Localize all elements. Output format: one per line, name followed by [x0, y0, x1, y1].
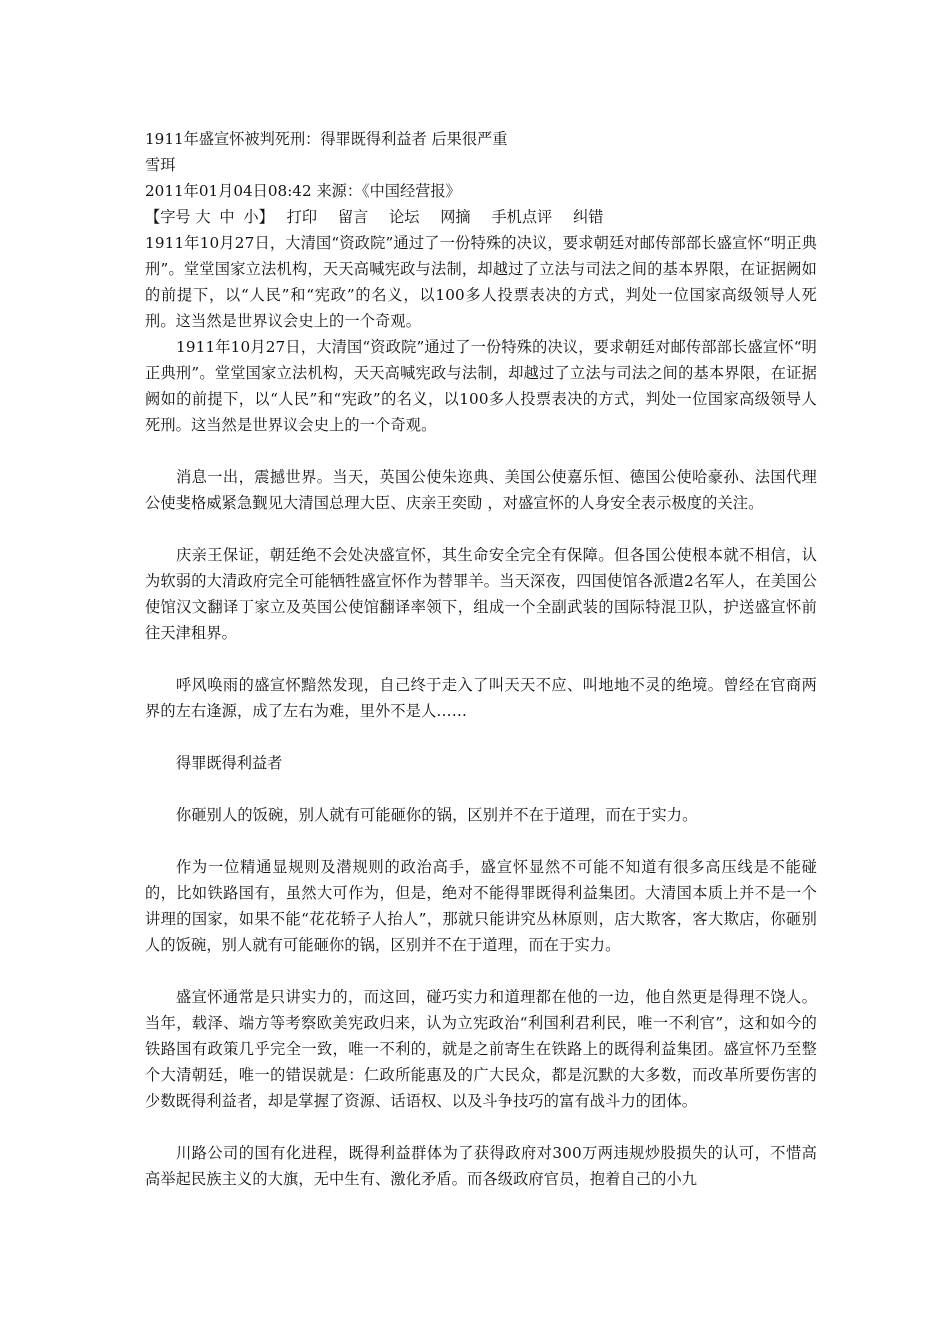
article-page	[145, 126, 817, 1192]
article-title: 1911年盛宣怀被判死刑：得罪既得利益者 后果很严重	[145, 130, 508, 148]
article-author: 雪珥	[145, 156, 176, 174]
article-summary: 1911年10月27日，大清国“资政院”通过了一份特殊的决议，要求朝廷对邮传部部长盛宣怀“明正典刑”。堂堂国家立法机构，天天高喊宪政与法制，却越过了立法与司法之间的基本界限，在证据阙如的前提下，以“人民”和“宪政”的名义，以100多人投票表决的方式，判处一位国家高级领导人死刑。这当然是世界议会史上的一个奇观。	[145, 234, 817, 330]
forum-link[interactable]: 论坛	[389, 208, 420, 226]
font-size-small-link[interactable]: 小】	[243, 208, 274, 226]
article-date-source: 2011年01月04日08:42 来源：《中国经营报》	[145, 182, 461, 200]
font-size-label: 【字号	[145, 208, 191, 226]
article-paragraph: 你砸别人的饭碗，别人就有可能砸你的锅，区别并不在于道理，而在于实力。	[176, 806, 698, 824]
article-paragraph: 庆亲王保证，朝廷绝不会处决盛宣怀，其生命安全完全有保障。但各国公使根本就不相信，认为软弱的大清政府完全可能牺牲盛宣怀作为替罪羊。当天深夜，四国使馆各派遣2名军人，在美国公使馆汉文翻译丁家立及英国公使馆翻译率领下，组成一个全副武装的国际特混卫队，护送盛宣怀前往天津租界。	[145, 546, 817, 642]
excerpt-link[interactable]: 网摘	[440, 208, 471, 226]
article-paragraph: 川路公司的国有化进程，既得利益群体为了获得政府对300万两违规炒股损失的认可，不惜高高举起民族主义的大旗，无中生有、激化矛盾。而各级政府官员，抱着自己的小九	[145, 1144, 817, 1188]
article-toolbar	[145, 204, 817, 230]
print-link[interactable]: 打印	[286, 208, 317, 226]
comment-link[interactable]: 留言	[337, 208, 369, 226]
article-paragraph: 1911年10月27日，大清国“资政院”通过了一份特殊的决议，要求朝廷对邮传部部长盛宣怀“明正典刑”。堂堂国家立法机构，天天高喊宪政与法制，却越过了立法与司法之间的基本界限，在证据阙如的前提下，以“人民”和“宪政”的名义，以100多人投票表决的方式，判处一位国家高级领导人死刑。这当然是世界议会史上的一个奇观。	[145, 338, 817, 434]
mobile-comment-link[interactable]: 手机点评	[491, 208, 553, 226]
correction-link[interactable]: 纠错	[573, 208, 604, 226]
article-paragraph: 盛宣怀通常是只讲实力的，而这回，碰巧实力和道理都在他的一边，他自然更是得理不饶人。当年，载泽、端方等考察欧美宪政归来，认为立宪政治“利国利君利民，唯一不利官”，这和如今的铁路国有政策几乎完全一致，唯一不利的，就是之前寄生在铁路上的既得利益集团。盛宣怀乃至整个大清朝廷，唯一的错误就是：仁政所能惠及的广大民众，都是沉默的大多数，而改革所要伤害的少数既得利益者，却是掌握了资源、话语权、以及斗争技巧的富有战斗力的团体。	[145, 988, 817, 1110]
font-size-medium-link[interactable]: 中	[219, 208, 235, 226]
article-paragraph: 消息一出，震撼世界。当天，英国公使朱迩典、美国公使嘉乐恒、德国公使哈豪孙、法国代理公使斐格威紧急觐见大清国总理大臣、庆亲王奕劻 ，对盛宣怀的人身安全表示极度的关注。	[145, 468, 817, 512]
article-paragraph: 呼风唤雨的盛宣怀黯然发现，自己终于走入了叫天天不应、叫地地不灵的绝境。曾经在官商两界的左右逢源，成了左右为难，里外不是人……	[145, 676, 817, 720]
section-heading: 得罪既得利益者	[176, 754, 283, 772]
article-paragraph: 作为一位精通显规则及潜规则的政治高手，盛宣怀显然不可能不知道有很多高压线是不能碰的，比如铁路国有，虽然大可作为，但是，绝对不能得罪既得利益集团。大清国本质上并不是一个讲理的国家，如果不能“花花轿子人抬人”，那就只能讲究丛林原则，店大欺客，客大欺店，你砸别人的饭碗，别人就有可能砸你的锅，区别并不在于道理，而在于实力。	[145, 858, 817, 954]
font-size-large-link[interactable]: 大	[195, 208, 211, 226]
